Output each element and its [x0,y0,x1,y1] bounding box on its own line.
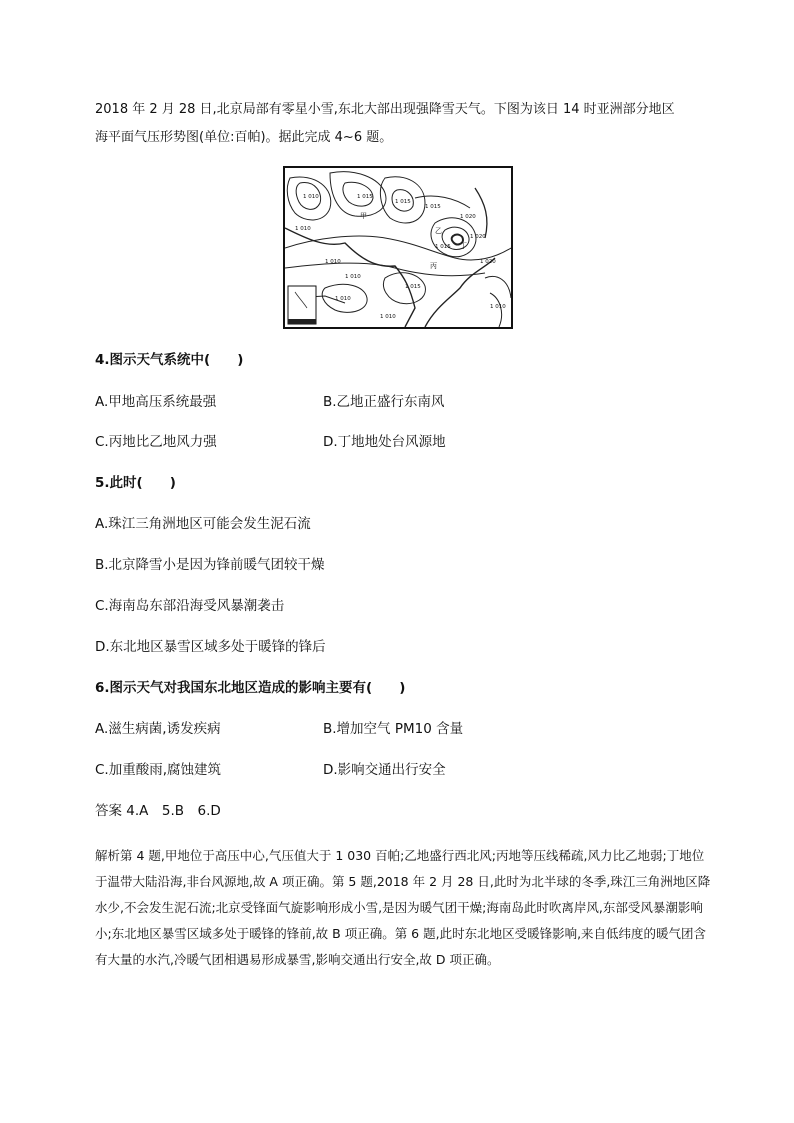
question-4-option-a: A.甲地高压系统最强 [95,394,217,410]
isobar-label: 1 020 [460,214,476,220]
place-label-ding: 丁 [460,242,467,250]
isobar-label: 1 015 [395,199,411,205]
intro-line-2: 海平面气压形势图(单位:百帕)。据此完成 4~6 题。 [95,130,393,145]
question-6-option-a: A.滋生病菌,诱发疾病 [95,721,221,737]
intro-line-1: 2018 年 2 月 28 日,北京局部有零星小雪,东北大部出现强降雪天气。下图为该日 14 时亚洲部分地区 [95,102,675,117]
question-5-stem: 5.此时( ) [95,475,176,491]
isobar-label: 1 020 [480,259,496,265]
isobar-label: 1 010 [345,274,361,280]
isobar-label: 1 015 [405,284,421,290]
isobar-label: 1 010 [303,194,319,200]
answer-line: 答案 4.A 5.B 6.D [95,803,221,819]
question-6-option-c: C.加重酸雨,腐蚀建筑 [95,762,222,778]
isobar-label: 1 015 [425,204,441,210]
question-6-option-d: D.影响交通出行安全 [323,762,446,778]
isobar-label: 1 010 [490,304,506,310]
pressure-map [283,166,513,329]
question-4-option-d: D.丁地地处台风源地 [323,434,446,450]
question-4-option-c: C.丙地比乙地风力强 [95,434,217,450]
isobar-label: 1 010 [295,226,311,232]
question-5-option-b: B.北京降雪小是因为锋前暖气团较干燥 [95,557,325,573]
isobar-label: 1 010 [380,314,396,320]
question-6-option-b: B.增加空气 PM10 含量 [323,721,464,737]
question-5-option-d: D.东北地区暴雪区域多处于暖锋的锋后 [95,639,326,655]
question-5-option-a: A.珠江三角洲地区可能会发生泥石流 [95,516,311,532]
isobar-label: 1 015 [435,244,451,250]
isobar-label: 1 010 [335,296,351,302]
question-4-option-b: B.乙地正盛行东南风 [323,394,445,410]
question-6-stem: 6.图示天气对我国东北地区造成的影响主要有( ) [95,680,406,696]
isobar-label: 1 010 [325,259,341,265]
explanation-paragraph: 解析第 4 题,甲地位于高压中心,气压值大于 1 030 百帕;乙地盛行西北风;丙地等压线稀疏,风力比乙地弱;丁地位于温带大陆沿海,非台风源地,故 A 项正确。第 5 题,2018 年 2 月 28 日,此时为北半球的冬季,珠江三角洲地区降水少,不会发生泥石流;北京受锋面气旋影响形成小雪,是因为暖气团干燥;海南岛此时吹离岸风,东部受风暴潮影响小;东北地区暴雪区域多处于暖锋的锋前,故 B 项正确。第 6 题,此时东北地区受暖锋影响,来自低纬度的暖气团含有大量的水汽,冷暖气团相遇易形成暴雪,影响交通出行安全,故 D 项正确。 [95,848,711,967]
pressure-map-svg [285,168,511,327]
place-label-jia: 甲 [360,212,367,220]
isobar-label: 1 020 [470,234,486,240]
place-label-bing: 丙 [430,262,437,270]
question-4-stem: 4.图示天气系统中( ) [95,352,244,368]
place-label-yi: 乙 [435,227,442,235]
isobar-label: 1 015 [357,194,373,200]
question-5-option-c: C.海南岛东部沿海受风暴潮袭击 [95,598,285,614]
